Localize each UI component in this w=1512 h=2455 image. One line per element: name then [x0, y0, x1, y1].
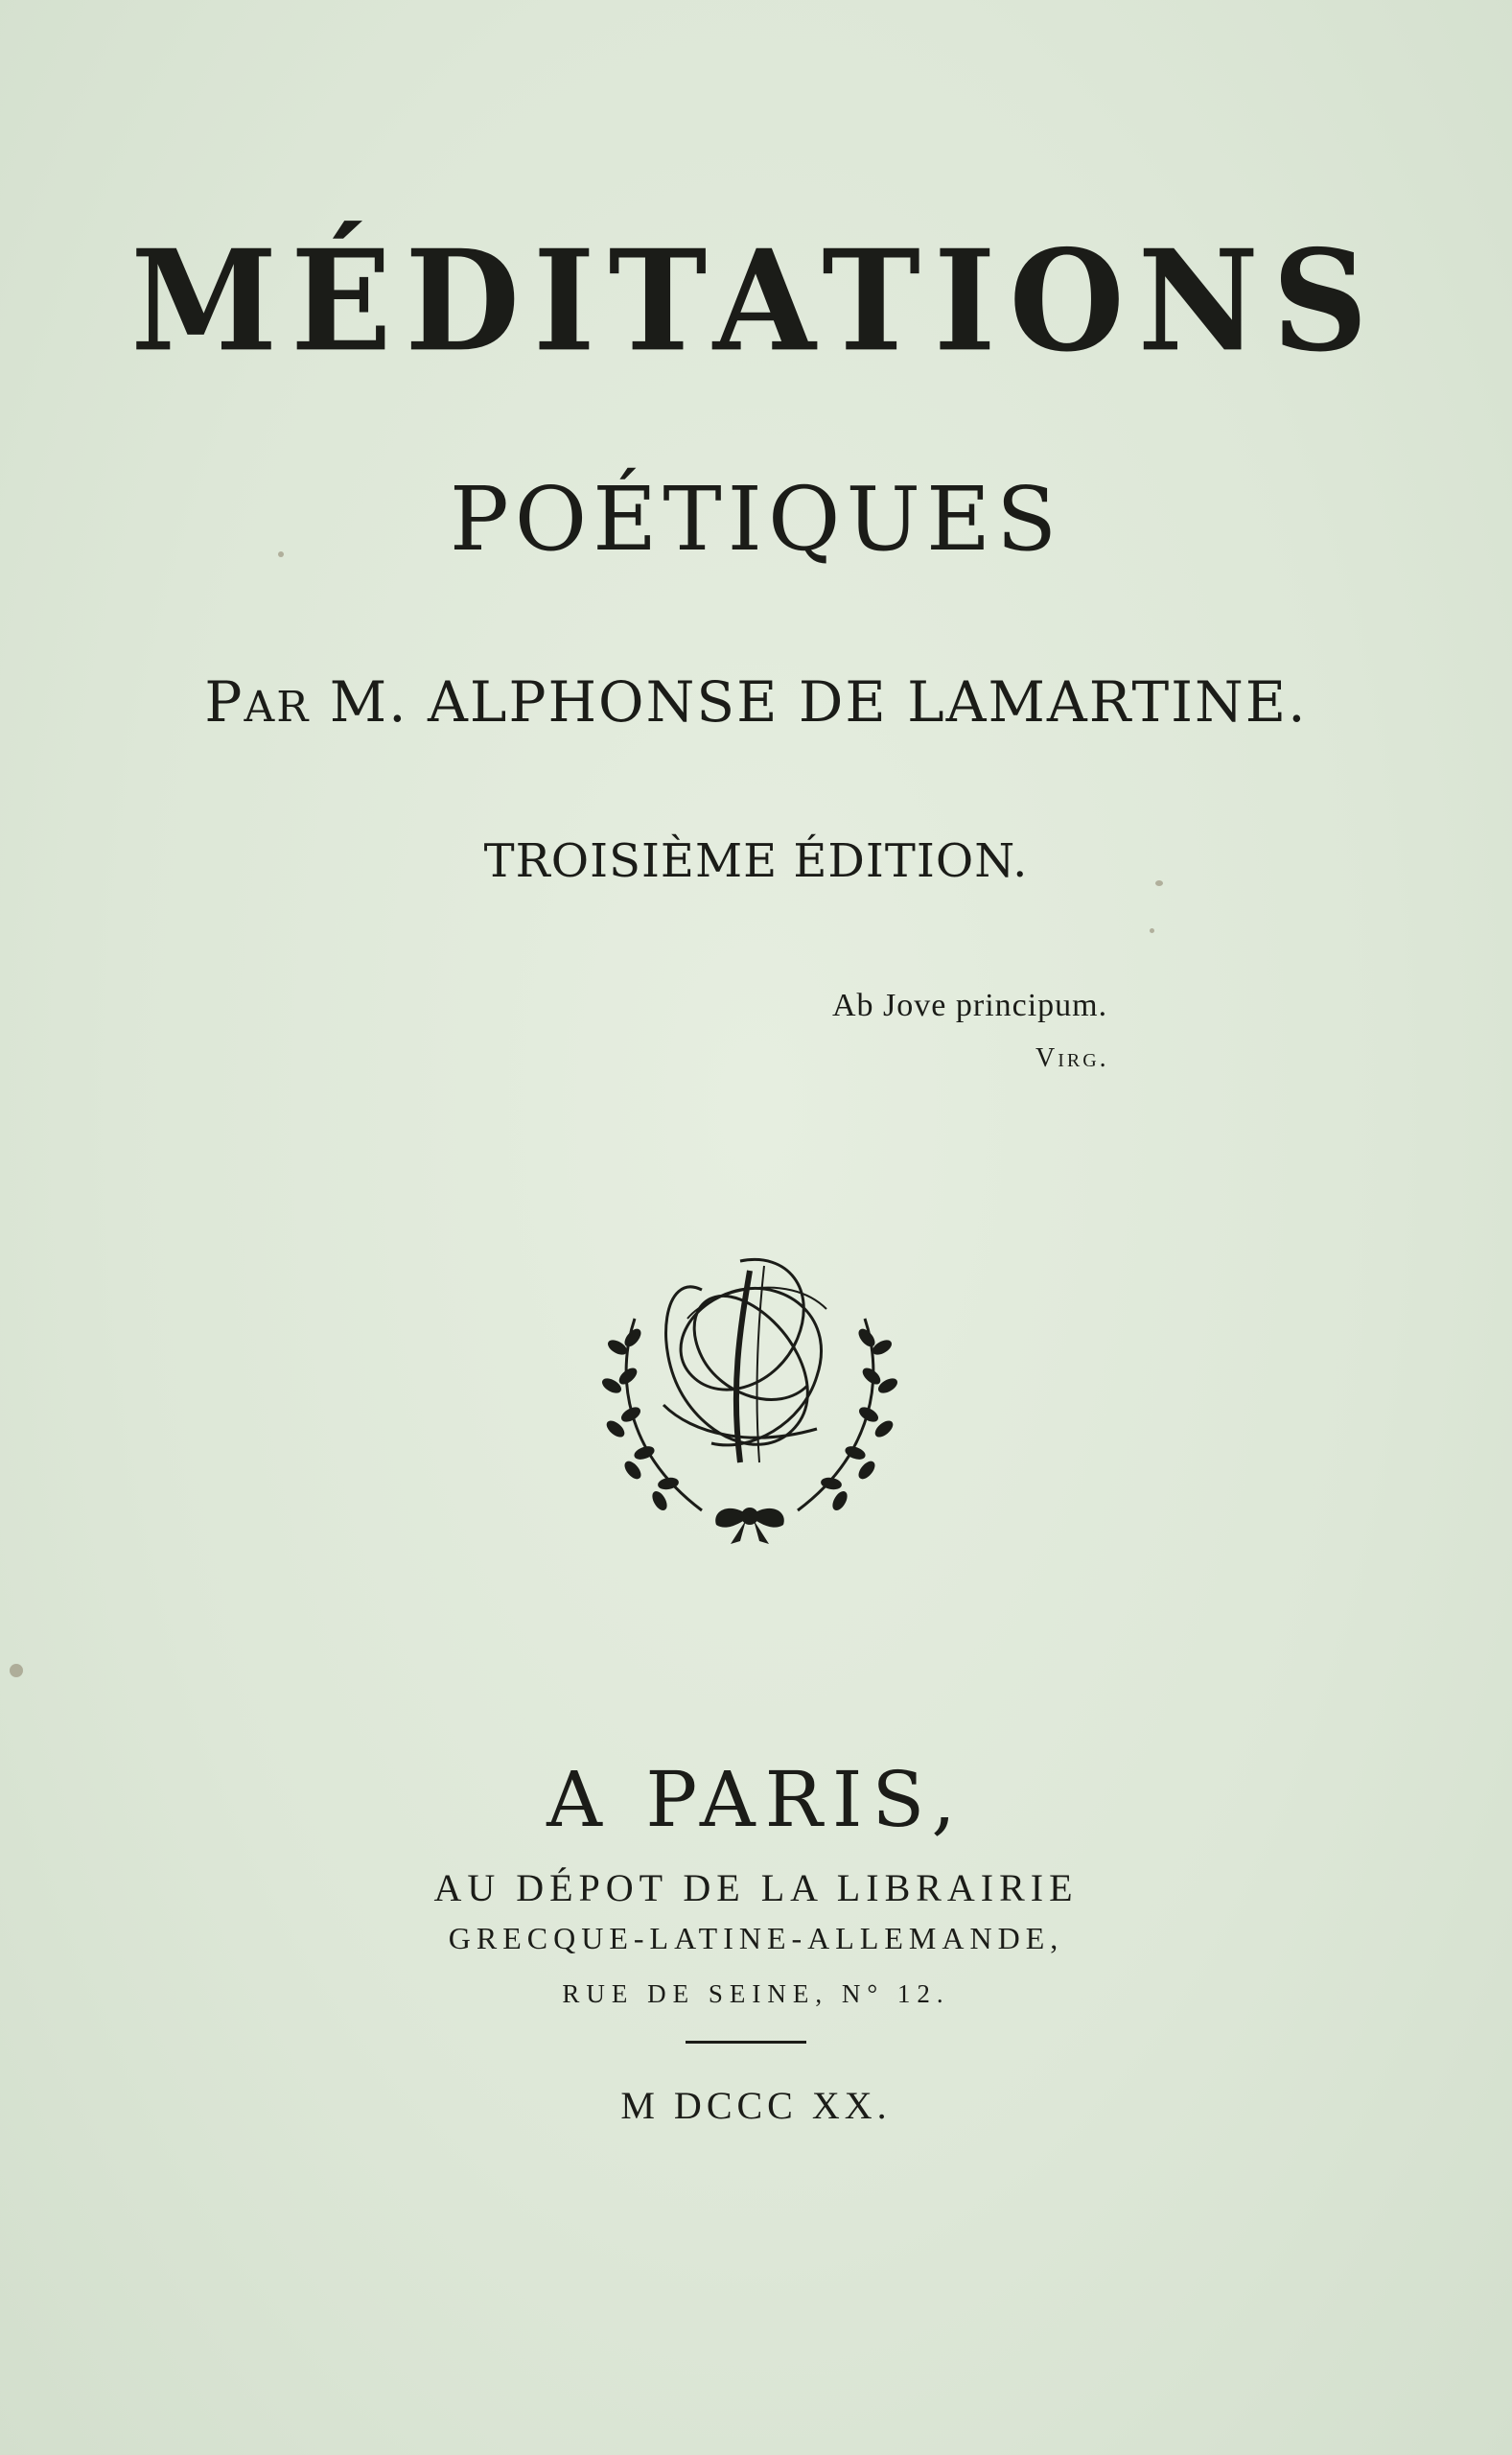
- paper-speck: [10, 1664, 23, 1677]
- divider-rule: [686, 2041, 806, 2044]
- epigraph-text: Ab Jove principum.: [832, 988, 1108, 1023]
- paper-speck: [1150, 928, 1154, 933]
- imprint-line-3: RUE DE SEINE, N° 12.: [562, 1979, 950, 2008]
- title-line-2: POÉTIQUES: [449, 468, 1063, 571]
- author-name: M. ALPHONSE DE LAMARTINE.: [329, 669, 1308, 735]
- monogram-wreath-icon: [596, 1232, 903, 1549]
- epigraph-attribution: Virg.: [1035, 1043, 1109, 1073]
- edition-line: TROISIÈME ÉDITION.: [483, 834, 1029, 888]
- author-line: [0, 669, 1512, 735]
- imprint-date: M DCCC XX.: [620, 2084, 892, 2127]
- imprint-line-1: AU DÉPOT DE LA LIBRAIRIE: [433, 1866, 1079, 1909]
- title-line-1: MÉDITATIONS: [130, 218, 1382, 384]
- imprint-line-2: GRECQUE-LATINE-ALLEMANDE,: [448, 1921, 1064, 1955]
- imprint-city: A PARIS,: [547, 1755, 965, 1844]
- author-prefix-initial: P: [204, 669, 244, 735]
- author-prefix-rest: AR: [244, 683, 311, 732]
